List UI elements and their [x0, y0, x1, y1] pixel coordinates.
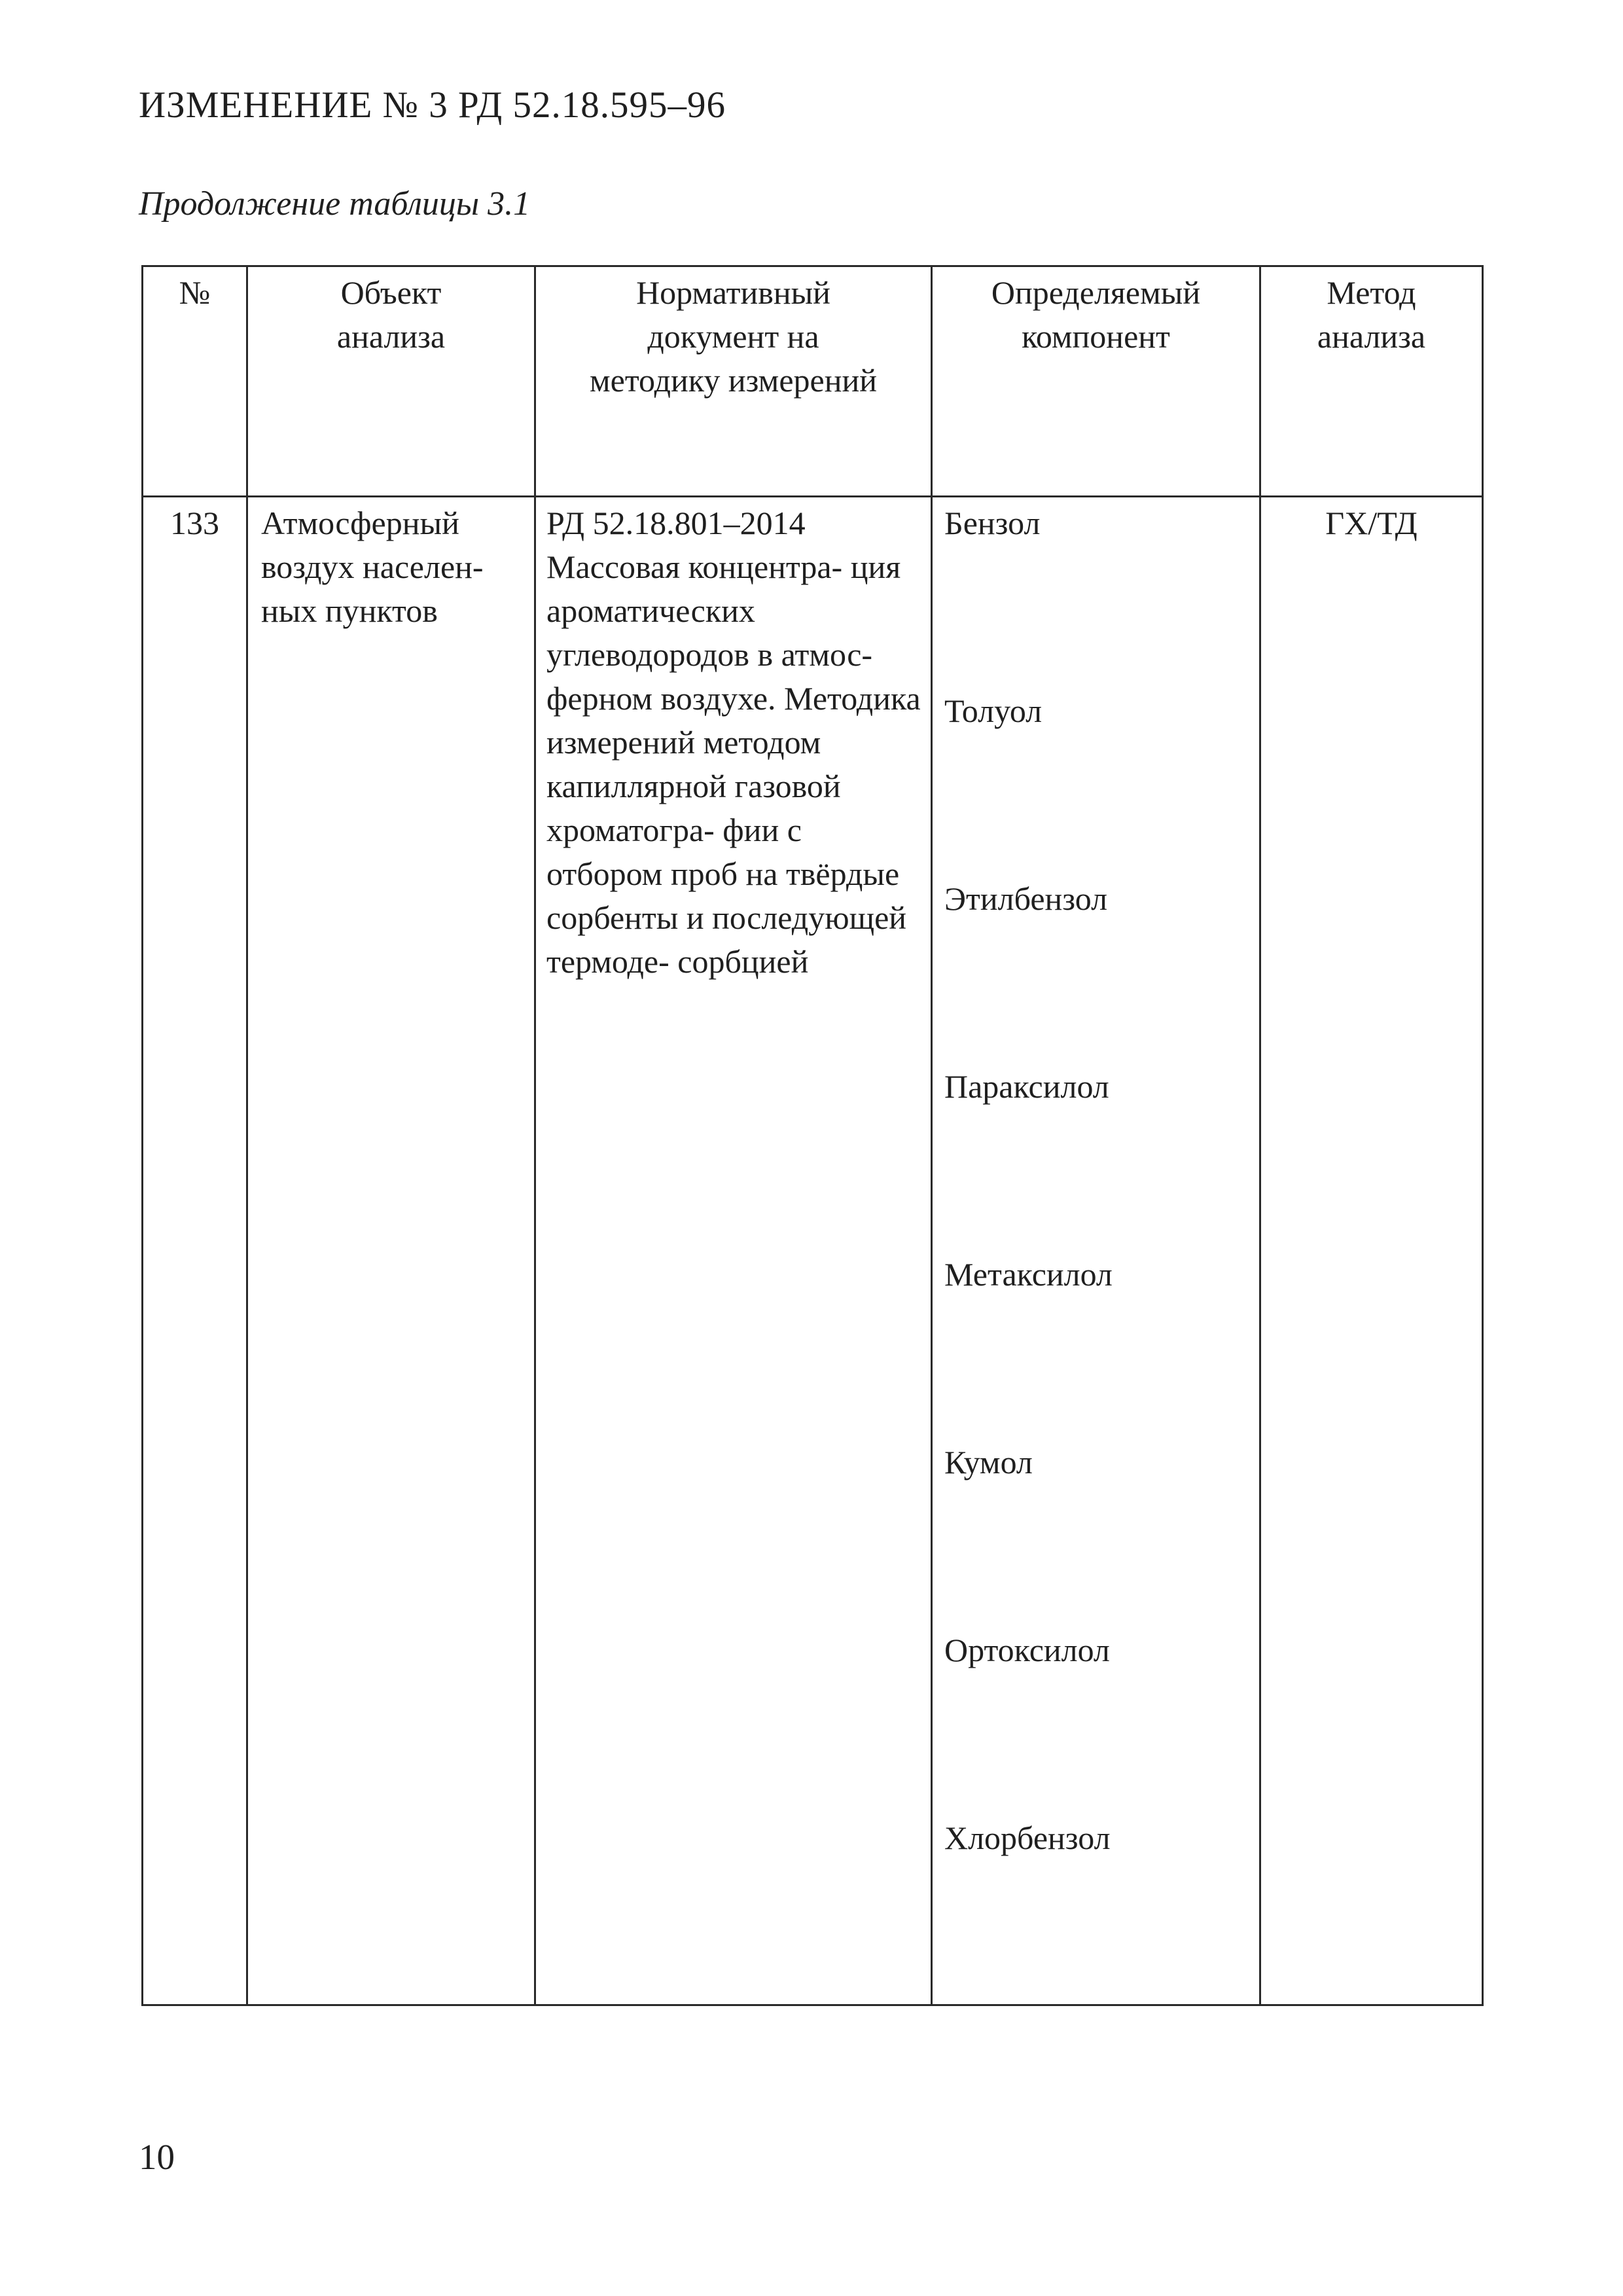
table-row	[143, 497, 1483, 2005]
component-item: Бензол	[944, 505, 1041, 541]
col-header-method	[1260, 266, 1483, 497]
analysis-table	[141, 265, 1484, 2006]
col-header-document-text: Нормативный документ на методику измерений	[590, 274, 877, 399]
table-header-row	[143, 266, 1483, 497]
component-item: Ортоксилол	[944, 1632, 1110, 1668]
row-document: РД 52.18.801–2014 Массовая концентра- ция ароматических углеводородов в атмос- ферном воздухе. Методика измерений методом капиллярной газовой хроматогра- фии с отбором проб на твёрдые сорбенты и последующей термоде- сорбцией	[535, 497, 932, 2005]
col-header-number	[143, 266, 247, 497]
col-header-object	[247, 266, 535, 497]
table-caption: Продолжение таблицы 3.1	[139, 185, 531, 223]
col-header-number-text: №	[179, 274, 211, 311]
col-header-component-text: Определяемый компонент	[991, 274, 1201, 355]
col-header-object-text: Объект анализа	[336, 274, 446, 355]
document-header: ИЗМЕНЕНИЕ № 3 РД 52.18.595–96	[139, 84, 726, 126]
component-item: Кумол	[944, 1444, 1033, 1480]
component-item: Хлорбензол	[944, 1820, 1111, 1856]
col-header-document	[535, 266, 932, 497]
row-method: ГХ/ТД	[1260, 497, 1483, 2005]
page-number: 10	[139, 2137, 175, 2177]
row-object: Атмосферный воздух населен- ных пунктов	[247, 497, 535, 2005]
col-header-method-text: Метод анализа	[1317, 274, 1426, 355]
component-item: Этилбензол	[944, 880, 1108, 917]
row-components	[932, 497, 1260, 2005]
row-number: 133	[143, 497, 247, 2005]
component-item: Параксилол	[944, 1068, 1109, 1105]
col-header-component	[932, 266, 1260, 497]
component-item: Метаксилол	[944, 1256, 1113, 1293]
component-item: Толуол	[944, 692, 1043, 729]
